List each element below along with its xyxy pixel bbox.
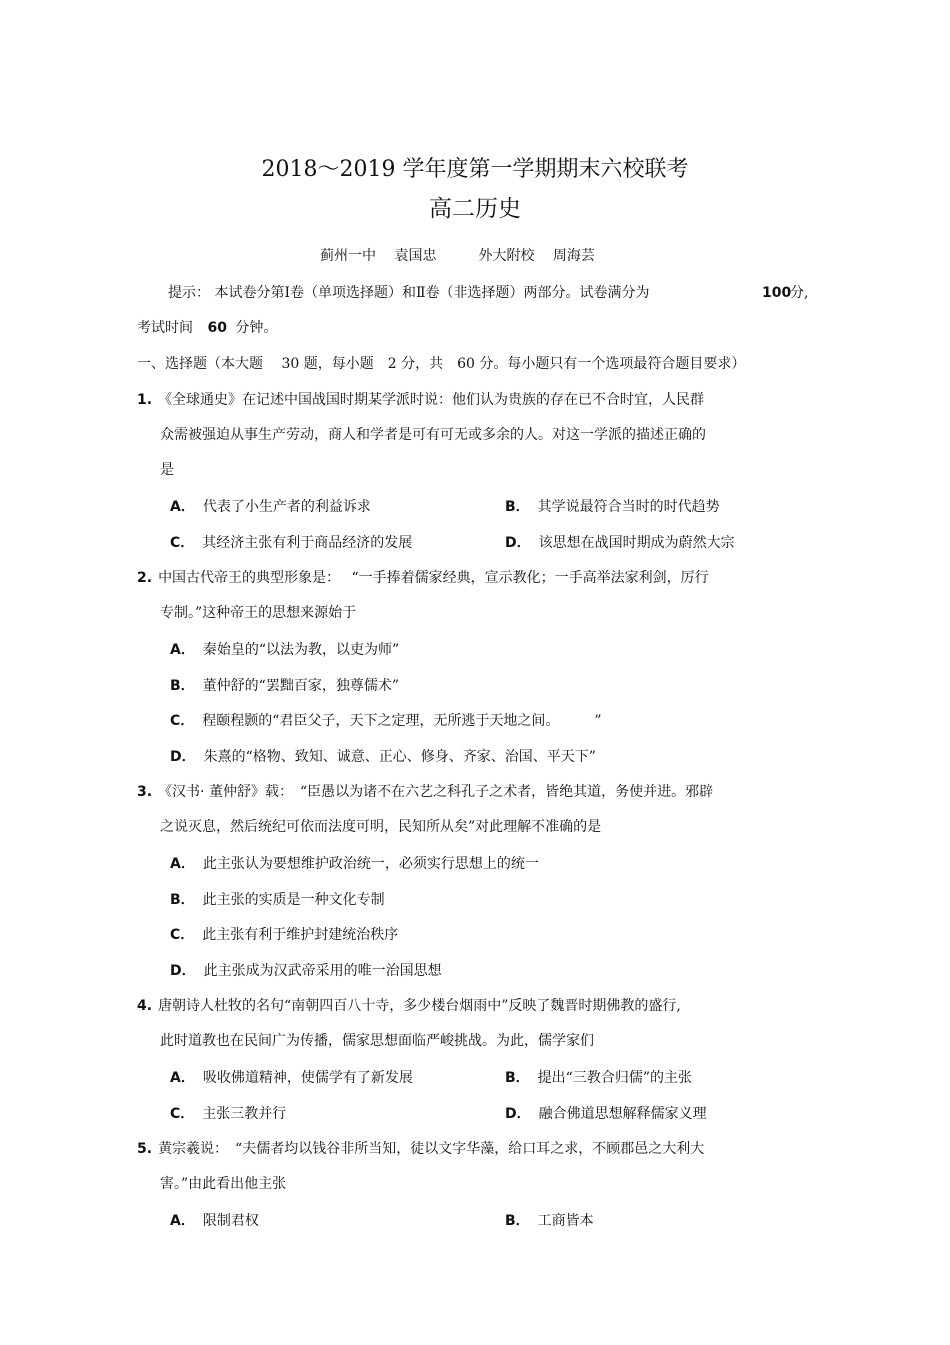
question-stem-line: 害。”由此看出他主张	[160, 1176, 287, 1192]
option-b[interactable]	[170, 890, 385, 910]
question-4	[137, 996, 681, 1016]
option-a[interactable]	[170, 497, 371, 517]
option-a[interactable]	[170, 640, 399, 660]
option-text: 秦始皇的“以法为教，以吏为师”	[202, 642, 400, 658]
option-text: 限制君权	[202, 1213, 259, 1229]
notice-time-unit: 分钟。	[235, 320, 278, 336]
option-text: 董仲舒的“罢黜百家，独尊儒术”	[202, 678, 399, 694]
option-key: C．	[170, 1106, 195, 1122]
option-b[interactable]	[505, 497, 720, 517]
option-key: A．	[170, 856, 195, 872]
option-d[interactable]	[505, 533, 735, 553]
option-key: D．	[170, 749, 196, 765]
question-stem-line: 专制。”这种帝王的思想来源始于	[160, 605, 357, 621]
question-stem-line: 此时道教也在民间广为传播，儒家思想面临严峻挑战。为此，儒学家们	[160, 1033, 594, 1049]
option-key: A．	[170, 642, 195, 658]
question-number: 1.	[137, 392, 153, 408]
notice-time-value: 60	[207, 320, 227, 336]
notice-unit: 分,	[790, 285, 809, 301]
option-key: B．	[170, 892, 195, 908]
question-number: 2.	[137, 570, 153, 586]
question-stem-line: 黄宗羲说： “夫儒者均以钱谷非所当知，徒以文字华藻，给口耳之求，不顾郡邑之大利大	[158, 1141, 705, 1157]
exam-subtitle: 高二历史	[429, 196, 521, 222]
option-a[interactable]	[170, 1211, 259, 1231]
question-stem-line: 《汉书· 董仲舒》载： “臣愚以为诸不在六艺之科孔子之术者，皆绝其道，务使并进。邪辟	[158, 784, 714, 800]
option-text: 程颐程颢的“君臣父子，天下之定理，无所逃于天地之间。 ”	[202, 713, 602, 729]
option-key: C．	[170, 927, 195, 943]
option-c[interactable]	[170, 711, 602, 731]
notice-time-label: 考试时间	[137, 320, 193, 336]
option-text: 提出“三教合归儒”的主张	[537, 1070, 692, 1086]
option-key: B．	[505, 1213, 530, 1229]
option-key: C．	[170, 713, 195, 729]
option-key: D．	[505, 535, 531, 551]
exam-title: 2018～2019 学年度第一学期期末六校联考	[261, 157, 689, 182]
question-number: 4.	[137, 998, 153, 1014]
option-text: 此主张有利于维护封建统治秩序	[202, 927, 399, 943]
option-a[interactable]	[170, 1068, 413, 1088]
option-key: B．	[170, 678, 195, 694]
question-stem-line: 是	[160, 462, 174, 478]
option-key: A．	[170, 1070, 195, 1086]
option-c[interactable]	[170, 533, 412, 553]
option-key: D．	[505, 1106, 531, 1122]
question-1	[137, 390, 704, 410]
notice-line-1	[168, 283, 650, 303]
option-text: 工商皆本	[537, 1213, 594, 1229]
section-heading: 一、选择题（本大题 30 题，每小题 2 分，共 60 分。每小题只有一个选项最符合题目要求）	[137, 356, 746, 372]
question-stem-line: 众需被强迫从事生产劳动，商人和学者是可有可无或多余的人。对这一学派的描述正确的	[160, 427, 706, 443]
question-stem-line: 《全球通史》在记述中国战国时期某学派时说：他们认为贵族的存在已不合时宜，人民群	[158, 392, 705, 408]
option-key: B．	[505, 499, 530, 515]
option-b[interactable]	[505, 1211, 594, 1231]
question-stem-line: 唐朝诗人杜牧的名句“南朝四百八十寺，多少楼台烟雨中”反映了魏晋时期佛教的盛行,	[158, 998, 681, 1014]
option-d[interactable]	[505, 1104, 707, 1124]
option-c[interactable]	[170, 925, 398, 945]
option-c[interactable]	[170, 1104, 286, 1124]
option-text: 吸收佛道精神，使儒学有了新发展	[202, 1070, 413, 1086]
option-key: A．	[170, 499, 195, 515]
question-number: 5.	[137, 1141, 153, 1157]
question-5	[137, 1139, 704, 1159]
option-key: D．	[170, 963, 196, 979]
option-b[interactable]	[170, 676, 399, 696]
option-text: 主张三教并行	[202, 1106, 287, 1122]
option-text: 朱熹的“格物、致知、诚意、正心、修身、齐家、治国、平天下”	[203, 749, 596, 765]
question-3	[137, 782, 713, 802]
option-key: C．	[170, 535, 195, 551]
notice-full-score: 100	[762, 285, 792, 301]
option-text: 其学说最符合当时的时代趋势	[537, 499, 720, 515]
option-key: A．	[170, 1213, 195, 1229]
notice-line-2	[137, 318, 277, 338]
option-text: 此主张的实质是一种文化专制	[202, 892, 385, 908]
option-d[interactable]	[170, 747, 596, 767]
notice-text: 提示： 本试卷分第Ⅰ卷（单项选择题）和Ⅱ卷（非选择题）两部分。试卷满分为	[168, 285, 650, 301]
option-text: 此主张认为要想维护政治统一，必须实行思想上的统一	[202, 856, 539, 872]
question-number: 3.	[137, 784, 153, 800]
question-stem-line: 之说灭息，然后统纪可依而法度可明，民知所从矣”对此理解不准确的是	[160, 819, 602, 835]
option-b[interactable]	[505, 1068, 692, 1088]
option-a[interactable]	[170, 854, 539, 874]
option-text: 该思想在战国时期成为蔚然大宗	[538, 535, 735, 551]
authors-line: 蓟州一中 袁国忠 外大附校 周海芸	[320, 248, 595, 264]
option-key: B．	[505, 1070, 530, 1086]
option-d[interactable]	[170, 961, 442, 981]
option-text: 代表了小生产者的利益诉求	[202, 499, 371, 515]
question-2	[137, 568, 709, 588]
option-text: 融合佛道思想解释儒家义理	[538, 1106, 707, 1122]
option-text: 此主张成为汉武帝采用的唯一治国思想	[203, 963, 442, 979]
option-text: 其经济主张有利于商品经济的发展	[202, 535, 413, 551]
question-stem-line: 中国古代帝王的典型形象是： “一手捧着儒家经典，宣示教化；一手高举法家利剑，厉行	[158, 570, 709, 586]
